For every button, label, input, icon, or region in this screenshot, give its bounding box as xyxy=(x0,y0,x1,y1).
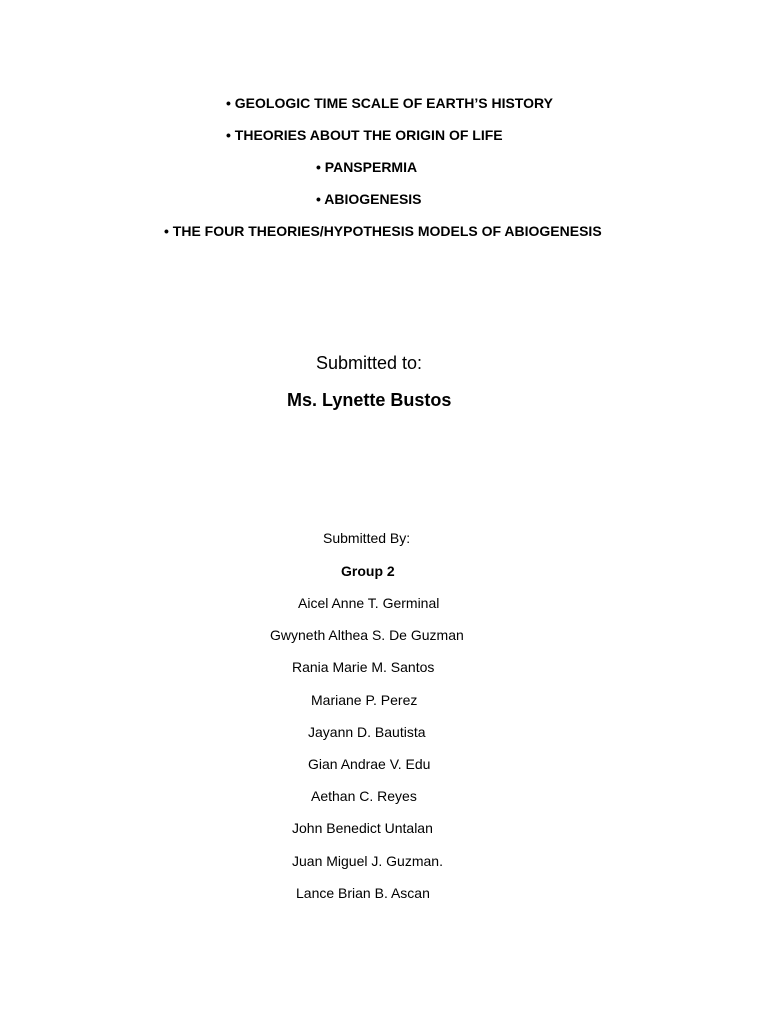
topic-item: • PANSPERMIA xyxy=(316,159,418,175)
member-name: Juan Miguel J. Guzman. xyxy=(292,853,443,869)
member-name: Lance Brian B. Ascan xyxy=(296,885,430,901)
topic-item: • THEORIES ABOUT THE ORIGIN OF LIFE xyxy=(226,127,503,143)
member-name: Rania Marie M. Santos xyxy=(292,659,435,675)
group-name: Group 2 xyxy=(341,563,395,579)
member-name: Aicel Anne T. Germinal xyxy=(298,595,440,611)
submitted-to-name: Ms. Lynette Bustos xyxy=(287,390,452,410)
submitted-by-label: Submitted By: xyxy=(323,530,411,546)
topic-item: • ABIOGENESIS xyxy=(316,191,422,207)
member-name: Jayann D. Bautista xyxy=(308,724,426,740)
member-name: Gian Andrae V. Edu xyxy=(308,756,431,772)
member-name: John Benedict Untalan xyxy=(292,820,433,836)
member-name: Aethan C. Reyes xyxy=(311,788,417,804)
topic-item: • GEOLOGIC TIME SCALE OF EARTH’S HISTORY xyxy=(226,95,553,111)
submitted-to-label: Submitted to: xyxy=(316,353,423,373)
member-name: Mariane P. Perez xyxy=(311,692,418,708)
member-name: Gwyneth Althea S. De Guzman xyxy=(270,627,464,643)
topic-item: • THE FOUR THEORIES/HYPOTHESIS MODELS OF ABIOGENESIS xyxy=(164,223,602,239)
